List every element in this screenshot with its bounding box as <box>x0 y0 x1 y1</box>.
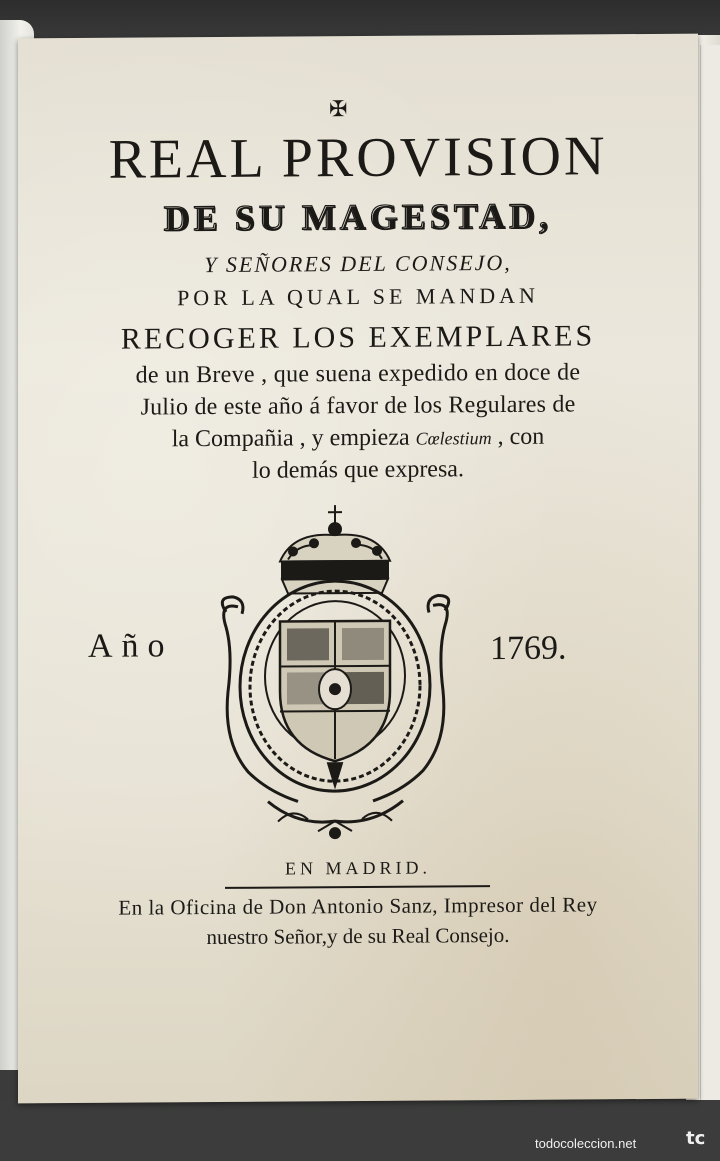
title-line-2: DE SU MAGESTAD, <box>163 195 553 239</box>
body-line-3 <box>18 423 698 455</box>
body-line-3-end: , con <box>497 423 545 451</box>
title-line-1: REAL PROVISION <box>108 125 608 191</box>
tc-logo-icon: tc <box>686 1128 706 1149</box>
background-bottom <box>0 1100 720 1161</box>
title-line-5: RECOGER LOS EXEMPLARES <box>120 319 596 356</box>
imprint-line-2: nuestro Señor,y de su Real Consejo. <box>206 922 510 950</box>
royal-coat-of-arms-icon <box>198 500 473 842</box>
divider-rule <box>225 885 490 889</box>
year-label: Año <box>88 627 174 665</box>
watermark-text: todocoleccion.net <box>535 1136 637 1151</box>
body-line-4: lo demás que expresa. <box>252 456 464 484</box>
title-page <box>18 34 698 1104</box>
body-line-3-start: la Compañia , y empieza <box>171 424 410 453</box>
right-page-stack-inner <box>700 45 720 1115</box>
body-line-2: Julio de este año á favor de los Regulares de <box>140 391 576 421</box>
ornament-cross-icon: ✠ <box>329 96 348 122</box>
title-line-3: Y SEÑORES DEL CONSEJO, <box>204 249 512 278</box>
year-value: 1769. <box>490 629 567 668</box>
place-line: EN MADRID. <box>285 857 431 879</box>
body-line-3-italic: Cœlestium <box>415 428 492 449</box>
title-line-4: POR LA QUAL SE MANDAN <box>177 282 539 311</box>
body-line-1: de un Breve , que suena expedido en doce de <box>135 359 581 389</box>
imprint-line-1: En la Oficina de Don Antonio Sanz, Impresor del Rey <box>118 892 598 920</box>
